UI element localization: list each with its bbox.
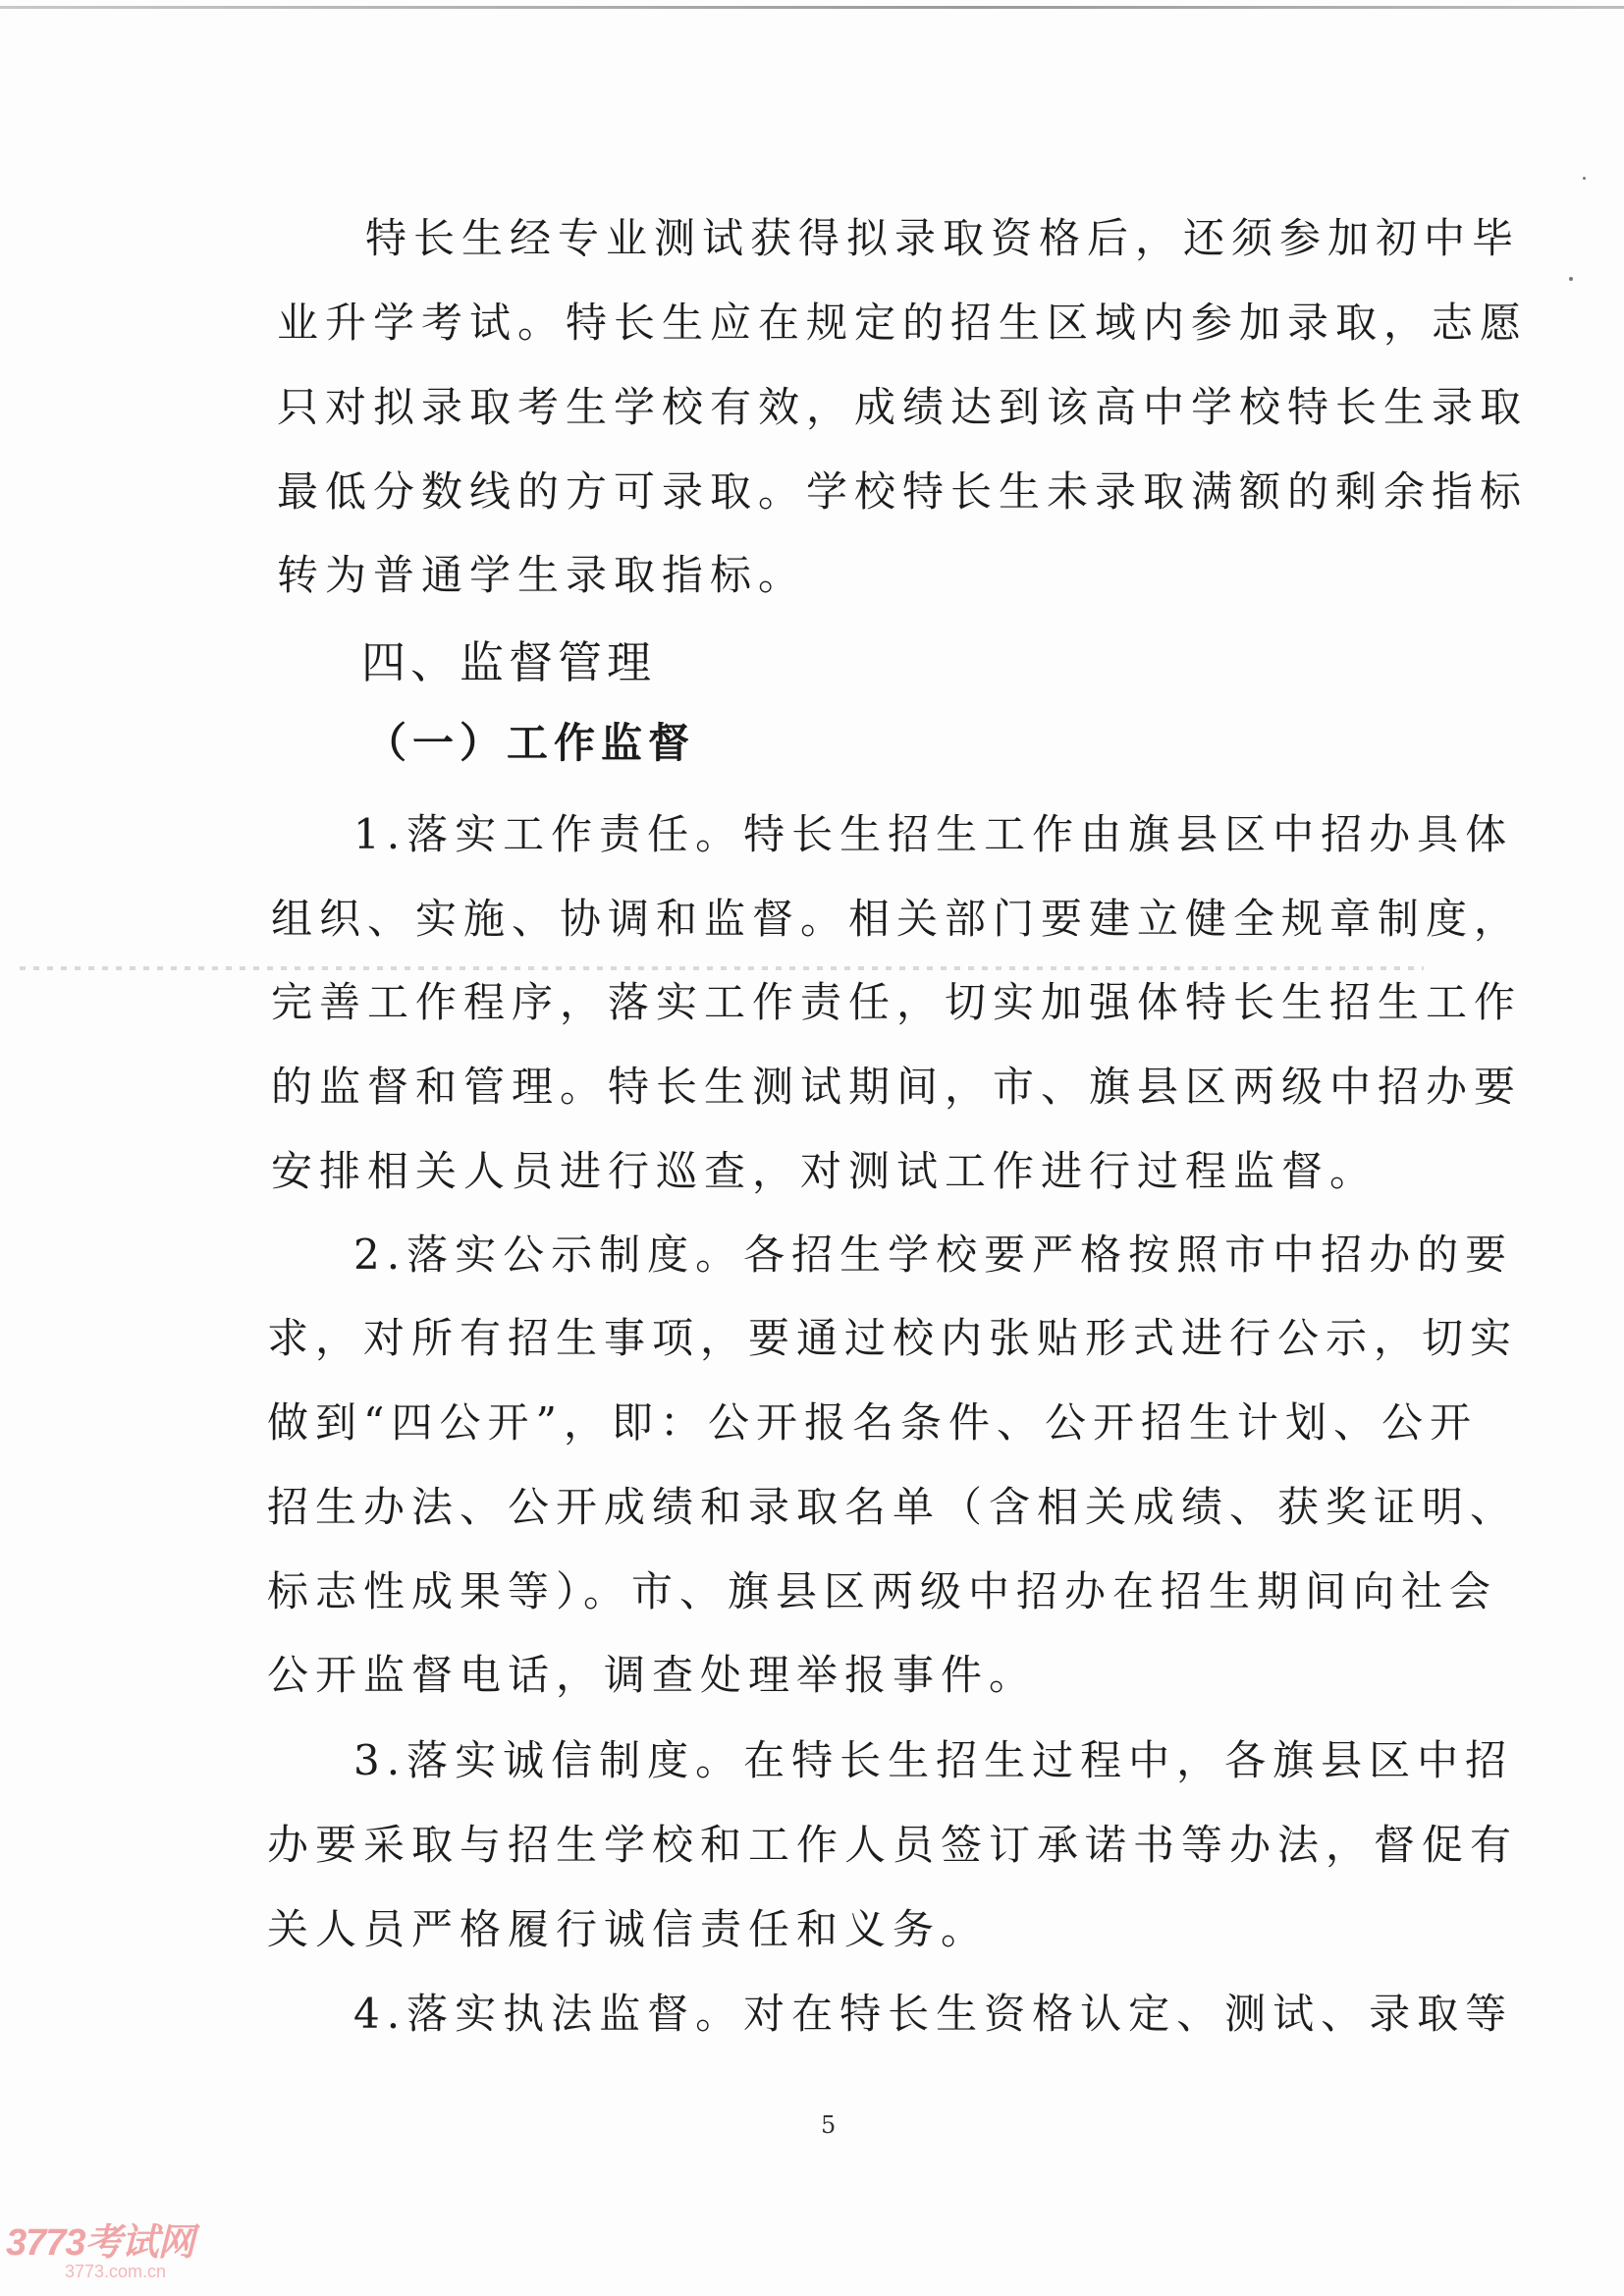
paragraph-line: 办要采取与招生学校和工作人员签订承诺书等办法，督促有 [267,1821,1519,1869]
paragraph-line: 招生办法、公开成绩和录取名单（含相关成绩、获奖证明、 [267,1483,1519,1531]
paragraph-line: 业升学考试。特长生应在规定的招生区域内参加录取，志愿 [277,299,1529,347]
paragraph-line: 公开监督电话，调查处理举报事件。 [267,1651,1038,1699]
section-heading: 四、监督管理 [361,636,657,688]
paragraph-line: 3.落实诚信制度。在特长生招生过程中，各旗县区中招 [353,1736,1514,1784]
site-watermark [6,2212,194,2282]
paragraph-line: 做到“四公开”，即：公开报名条件、公开招生计划、公开 [267,1398,1478,1447]
paragraph-line: 完善工作程序，落实工作责任，切实加强体特长生招生工作 [271,978,1523,1026]
paragraph-line: 求，对所有招生事项，要通过校内张贴形式进行公示，切实 [267,1314,1519,1362]
scan-edge-line [0,6,1624,9]
paragraph-line: 转为普通学生录取指标。 [277,551,807,599]
scan-speck [1569,277,1573,281]
paragraph-line: 关人员严格履行诚信责任和义务。 [267,1905,990,1953]
paragraph-line: 安排相关人员进行巡查，对测试工作进行过程监督。 [271,1147,1379,1195]
watermark-logo: 3773考试网 [6,2222,194,2264]
paragraph-line: 特长生经专业测试获得拟录取资格后，还须参加初中毕 [365,214,1521,262]
paragraph-line: 2.落实公示制度。各招生学校要严格按照市中招办的要 [353,1230,1514,1279]
paragraph-line: 标志性成果等）。市、旗县区两级中招办在招生期间向社会 [267,1567,1498,1615]
paragraph-line: 组织、实施、协调和监督。相关部门要建立健全规章制度， [271,895,1523,943]
scan-speck [1583,177,1586,180]
paragraph-line: 的监督和管理。特长生测试期间，市、旗县区两级中招办要 [271,1063,1523,1111]
paragraph-line: 只对拟录取考生学校有效，成绩达到该高中学校特长生录取 [277,383,1529,431]
paragraph-line: 4.落实执法监督。对在特长生资格认定、测试、录取等 [353,1990,1514,2038]
page-number: 5 [821,2111,837,2139]
paragraph-line: 1.落实工作责任。特长生招生工作由旗县区中招办具体 [353,810,1514,858]
subsection-heading: （一）工作监督 [365,719,696,767]
paragraph-line: 最低分数线的方可录取。学校特长生未录取满额的剩余指标 [277,467,1529,516]
watermark-url: 3773.com.cn [65,2262,167,2281]
